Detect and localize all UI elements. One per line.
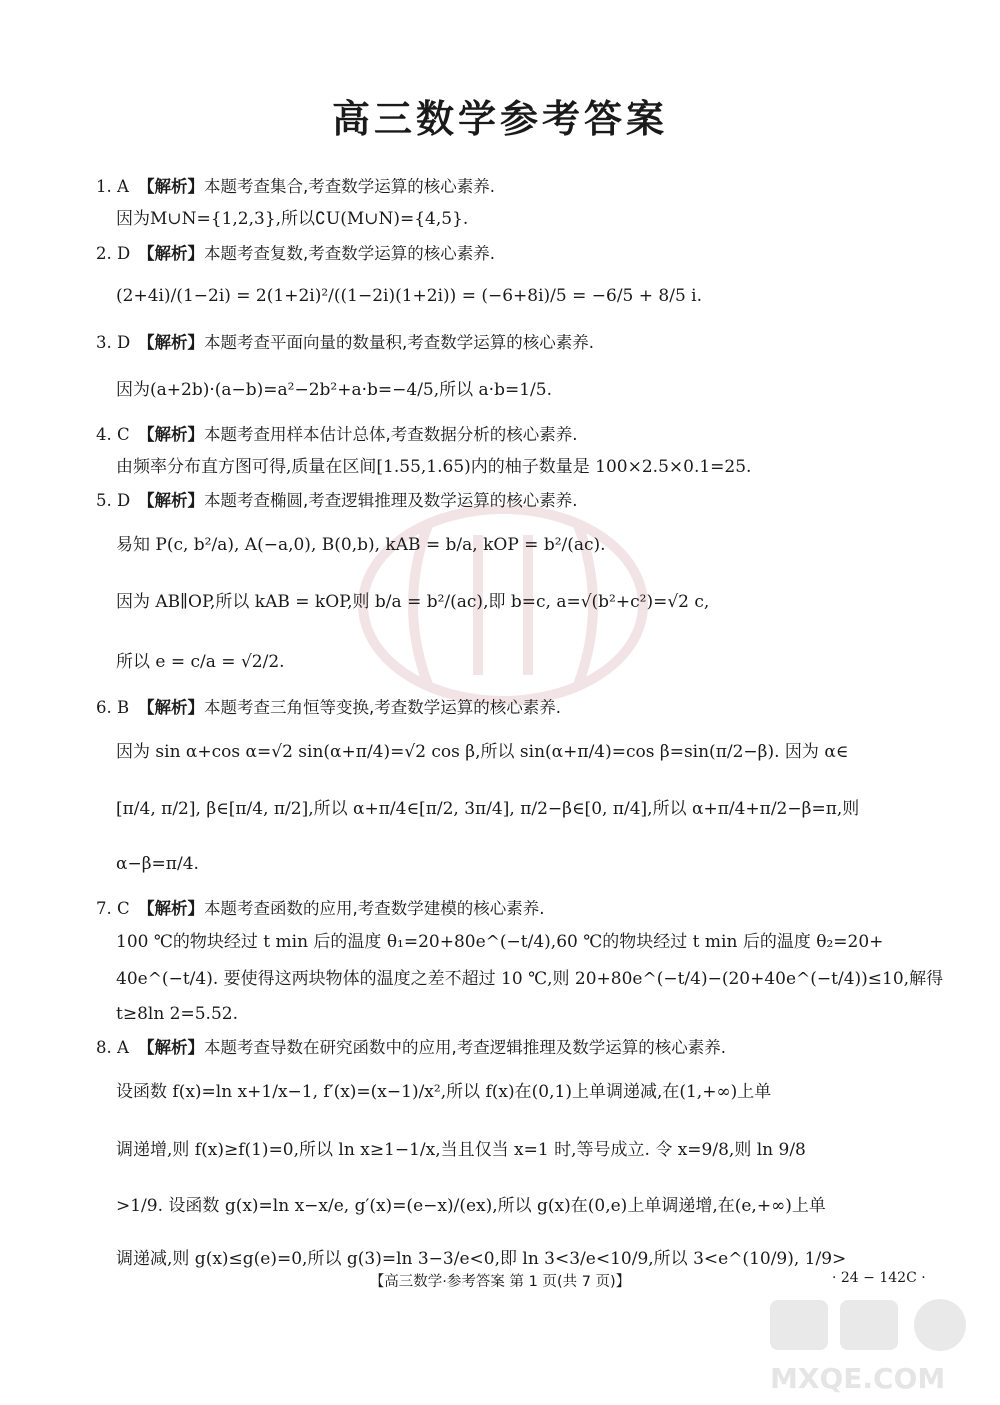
answer-8-line-4: 调递减,则 g(x)≤g(e)=0,所以 g(3)=ln 3−3/e<0,即 ln 3<3/e<10/9,所以 3<e^(10/9), 1/9> bbox=[116, 1249, 847, 1269]
answer-2-line-1: (2+4i)/(1−2i) = 2(1+2i)²/((1−2i)(1+2i)) = (−6+8i)/5 = −6/5 + 8/5 i. bbox=[116, 286, 703, 306]
answer-3-line-1: 因为(a+2b)·(a−b)=a²−2b²+a·b=−4/5,所以 a·b=1/5. bbox=[116, 380, 552, 400]
answer-6-line-3: α−β=π/4. bbox=[116, 854, 199, 874]
corner-watermark-logo bbox=[760, 1292, 990, 1400]
answer-4-header: 4. C 【解析】本题考查用样本估计总体,考查数据分析的核心素养. bbox=[96, 425, 578, 444]
answer-1-line-1: 因为M∪N={1,2,3},所以∁U(M∪N)={4,5}. bbox=[116, 209, 469, 229]
answer-2-header: 2. D 【解析】本题考查复数,考查数学运算的核心素养. bbox=[96, 244, 495, 263]
answer-8-line-3: >1/9. 设函数 g(x)=ln x−x/e, g′(x)=(e−x)/(ex),所以 g(x)在(0,e)上单调递增,在(e,+∞)上单 bbox=[116, 1196, 826, 1216]
answer-1-header: 1. A 【解析】本题考查集合,考查数学运算的核心素养. bbox=[96, 177, 495, 196]
answer-6-header: 6. B 【解析】本题考查三角恒等变换,考查数学运算的核心素养. bbox=[96, 698, 561, 717]
answer-7-line-3: t≥8ln 2=5.52. bbox=[116, 1004, 238, 1024]
answer-4-line-1: 由频率分布直方图可得,质量在区间[1.55,1.65)内的柚子数量是 100×2.5×0.1=25. bbox=[116, 457, 752, 477]
answer-7-header: 7. C 【解析】本题考查函数的应用,考查数学建模的核心素养. bbox=[96, 899, 545, 918]
answer-5-header: 5. D 【解析】本题考查椭圆,考查逻辑推理及数学运算的核心素养. bbox=[96, 491, 578, 510]
paper-code: · 24 − 142C · bbox=[832, 1270, 926, 1286]
answer-6-line-1: 因为 sin α+cos α=√2 sin(α+π/4)=√2 cos β,所以 sin(α+π/4)=cos β=sin(π/2−β). 因为 α∈ bbox=[116, 742, 849, 762]
answer-7-line-1: 100 ℃的物块经过 t min 后的温度 θ₁=20+80e^(−t/4),60 ℃的物块经过 t min 后的温度 θ₂=20+ bbox=[116, 932, 884, 952]
answer-5-line-2: 因为 AB∥OP,所以 kAB = kOP,则 b/a = b²/(ac),即 b=c, a=√(b²+c²)=√2 c, bbox=[116, 592, 710, 612]
answer-8-header: 8. A 【解析】本题考查导数在研究函数中的应用,考查逻辑推理及数学运算的核心素养. bbox=[96, 1038, 726, 1057]
answer-5-line-3: 所以 e = c/a = √2/2. bbox=[116, 652, 285, 672]
answer-8-line-2: 调递增,则 f(x)≥f(1)=0,所以 ln x≥1−1/x,当且仅当 x=1 时,等号成立. 令 x=9/8,则 ln 9/8 bbox=[116, 1140, 806, 1160]
answer-7-line-2: 40e^(−t/4). 要使得这两块物体的温度之差不超过 10 ℃,则 20+80e^(−t/4)−(20+40e^(−t/4))≤10,解得 bbox=[116, 969, 944, 989]
svg-text:MXQE.COM: MXQE.COM bbox=[770, 1362, 946, 1395]
page-title: 高三数学参考答案 bbox=[331, 97, 668, 141]
answer-8-line-1: 设函数 f(x)=ln x+1/x−1, f′(x)=(x−1)/x²,所以 f(x)在(0,1)上单调递减,在(1,+∞)上单 bbox=[116, 1082, 772, 1102]
answer-5-line-1: 易知 P(c, b²/a), A(−a,0), B(0,b), kAB = b/a, kOP = b²/(ac). bbox=[116, 535, 606, 555]
answer-3-header: 3. D 【解析】本题考查平面向量的数量积,考查数学运算的核心素养. bbox=[96, 333, 594, 352]
page-footer: 【高三数学·参考答案 第 1 页(共 7 页)】 bbox=[369, 1274, 631, 1290]
answer-6-line-2: [π/4, π/2], β∈[π/4, π/2],所以 α+π/4∈[π/2, 3π/4], π/2−β∈[0, π/4],所以 α+π/4+π/2−β=π,则 bbox=[116, 799, 860, 819]
